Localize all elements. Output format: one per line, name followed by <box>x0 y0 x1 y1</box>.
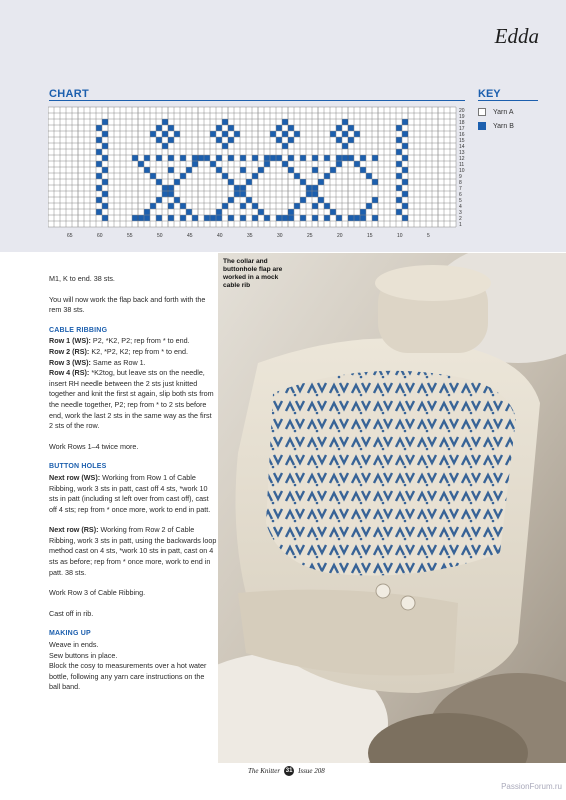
chart-stitch-yarn-b <box>294 173 300 179</box>
chart-column-number: 35 <box>247 233 253 239</box>
chart-stitch-yarn-b <box>246 197 252 203</box>
chart-stitch-yarn-b <box>132 155 138 161</box>
chart-stitch-yarn-b <box>276 155 282 161</box>
button-next-row-ws: Next row (WS): Working from Row 1 of Cable Ribbing, work 3 sts in patt, cast off 4 sts, *work 10 sts in patt (including st left over from cast off), cast off 4 sts; rep from * once more, work to end in patt. <box>49 472 211 514</box>
chart-row-number: 3 <box>459 210 462 216</box>
chart-column-number: 40 <box>217 233 223 239</box>
chart-stitch-yarn-b <box>300 179 306 185</box>
chart-stitch-yarn-b <box>240 215 246 221</box>
yarn-b-swatch <box>478 122 486 130</box>
chart-stitch-yarn-b <box>162 191 168 197</box>
chart-stitch-yarn-b <box>288 137 294 143</box>
chart-stitch-yarn-b <box>174 131 180 137</box>
chart-stitch-yarn-b <box>156 215 162 221</box>
chart-stitch-yarn-b <box>96 125 102 131</box>
chart-row-number: 20 <box>459 108 465 114</box>
chart-row-number: 17 <box>459 126 465 132</box>
chart-stitch-yarn-b <box>102 167 108 173</box>
chart-stitch-yarn-b <box>282 119 288 125</box>
chart-stitch-yarn-b <box>162 185 168 191</box>
chart-stitch-yarn-b <box>366 203 372 209</box>
chart-stitch-yarn-b <box>336 161 342 167</box>
chart-stitch-yarn-b <box>144 215 150 221</box>
key-item-yarn-a <box>478 108 514 116</box>
chart-stitch-yarn-b <box>396 197 402 203</box>
chart-stitch-yarn-b <box>168 203 174 209</box>
chart-stitch-yarn-b <box>282 161 288 167</box>
chart-stitch-yarn-b <box>318 197 324 203</box>
chart-column-number: 60 <box>97 233 103 239</box>
chart-stitch-yarn-b <box>222 143 228 149</box>
chart-column-number: 10 <box>397 233 403 239</box>
chart-stitch-yarn-b <box>294 203 300 209</box>
chart-row-number: 15 <box>459 138 465 144</box>
photo-illustration <box>218 253 566 763</box>
yarn-a-swatch <box>478 108 486 116</box>
chart-stitch-yarn-b <box>402 215 408 221</box>
instruction-paragraph: Work Rows 1–4 twice more. <box>49 441 139 451</box>
chart-stitch-yarn-b <box>210 131 216 137</box>
chart-stitch-yarn-b <box>312 155 318 161</box>
chart-stitch-yarn-b <box>300 197 306 203</box>
chart-stitch-yarn-b <box>366 173 372 179</box>
button-next-row-rs: Next row (RS): Working from Row 2 of Cable Ribbing, work 3 sts in patt, using the backwards loop method cast on 4 sts, *work 10 sts in patt, cast on 4 sts as before; rep from * once more, work to end in patt. 38 sts. <box>49 525 217 577</box>
cable-ribbing-heading: CABLE RIBBING <box>49 326 108 334</box>
chart-stitch-yarn-b <box>228 125 234 131</box>
chart-stitch-yarn-b <box>348 125 354 131</box>
chart-stitch-yarn-b <box>348 137 354 143</box>
cable-row-1: Row 1 (WS): P2, *K2, P2; rep from * to end. <box>49 336 190 346</box>
making-up-step: Sew buttons in place. <box>49 650 118 660</box>
chart-stitch-yarn-b <box>324 215 330 221</box>
chart-stitch-yarn-b <box>282 143 288 149</box>
chart-stitch-yarn-b <box>312 215 318 221</box>
chart-stitch-yarn-b <box>258 209 264 215</box>
chart-stitch-yarn-b <box>174 197 180 203</box>
chart-stitch-yarn-b <box>204 215 210 221</box>
chart-stitch-yarn-b <box>360 167 366 173</box>
chart-stitch-yarn-b <box>324 155 330 161</box>
chart-stitch-yarn-b <box>240 191 246 197</box>
chart-stitch-yarn-b <box>288 155 294 161</box>
chart-row-number: 13 <box>459 150 465 156</box>
chart-column-number: 45 <box>187 233 193 239</box>
chart-stitch-yarn-b <box>204 155 210 161</box>
chart-stitch-yarn-b <box>162 119 168 125</box>
chart-stitch-yarn-b <box>240 203 246 209</box>
chart-stitch-yarn-b <box>162 131 168 137</box>
chart-stitch-yarn-b <box>324 173 330 179</box>
chart-stitch-yarn-b <box>396 137 402 143</box>
chart-stitch-yarn-b <box>402 191 408 197</box>
making-up-step: Weave in ends. <box>49 640 99 650</box>
chart-stitch-yarn-b <box>156 137 162 143</box>
chart-stitch-yarn-b <box>102 143 108 149</box>
instruction-paragraph: M1, K to end. 38 sts. <box>49 274 115 283</box>
chart-stitch-yarn-b <box>168 137 174 143</box>
chart-stitch-yarn-b <box>396 173 402 179</box>
chart-stitch-yarn-b <box>342 131 348 137</box>
chart-stitch-yarn-b <box>354 161 360 167</box>
chart-stitch-yarn-b <box>330 167 336 173</box>
chart-stitch-yarn-b <box>360 209 366 215</box>
chart-stitch-yarn-b <box>180 203 186 209</box>
chart-row-number: 8 <box>459 180 462 186</box>
chart-stitch-yarn-b <box>282 131 288 137</box>
chart-row-number: 4 <box>459 204 462 210</box>
chart-stitch-yarn-b <box>252 215 258 221</box>
chart-stitch-yarn-b <box>324 203 330 209</box>
chart-stitch-yarn-b <box>294 131 300 137</box>
chart-stitch-yarn-b <box>222 173 228 179</box>
chart-stitch-yarn-b <box>102 203 108 209</box>
site-watermark: PassionForum.ru <box>501 782 562 791</box>
button-holes-heading: BUTTON HOLES <box>49 463 107 471</box>
chart-stitch-yarn-b <box>96 185 102 191</box>
chart-stitch-yarn-b <box>246 179 252 185</box>
chart-stitch-yarn-b <box>168 125 174 131</box>
chart-stitch-yarn-b <box>300 155 306 161</box>
chart-row-number: 5 <box>459 198 462 204</box>
chart-stitch-yarn-b <box>336 215 342 221</box>
chart-row-number: 7 <box>459 186 462 192</box>
chart-stitch-yarn-b <box>342 119 348 125</box>
chart-stitch-yarn-b <box>396 125 402 131</box>
magazine-name: The Knitter <box>248 767 281 775</box>
issue-number: Issue 208 <box>298 767 325 775</box>
chart-stitch-yarn-b <box>258 167 264 173</box>
chart-stitch-yarn-b <box>348 215 354 221</box>
chart-stitch-yarn-b <box>168 185 174 191</box>
key-item-yarn-b <box>478 122 514 130</box>
chart-stitch-yarn-b <box>360 215 366 221</box>
page-footer <box>248 766 325 776</box>
chart-row-number: 2 <box>459 216 462 222</box>
chart-stitch-yarn-b <box>288 209 294 215</box>
chart-stitch-yarn-b <box>102 131 108 137</box>
chart-stitch-yarn-b <box>360 155 366 161</box>
cable-row-2: Row 2 (RS): K2, *P2, K2; rep from * to end. <box>49 346 189 356</box>
chart-stitch-yarn-b <box>96 173 102 179</box>
key-heading: KEY <box>478 88 501 100</box>
chart-stitch-yarn-b <box>288 167 294 173</box>
chart-stitch-yarn-b <box>372 179 378 185</box>
chart-stitch-yarn-b <box>402 203 408 209</box>
chart-stitch-yarn-b <box>252 155 258 161</box>
chart-stitch-yarn-b <box>192 215 198 221</box>
chart-stitch-yarn-b <box>276 215 282 221</box>
chart-stitch-yarn-b <box>354 131 360 137</box>
chart-stitch-yarn-b <box>234 185 240 191</box>
chart-stitch-yarn-b <box>168 155 174 161</box>
chart-stitch-yarn-b <box>210 161 216 167</box>
chart-stitch-yarn-b <box>96 209 102 215</box>
chart-stitch-yarn-b <box>330 209 336 215</box>
chart-stitch-yarn-b <box>312 185 318 191</box>
chart-stitch-yarn-b <box>150 131 156 137</box>
chart-row-number: 19 <box>459 114 465 120</box>
hot-water-bottle-photo <box>218 253 566 763</box>
chart-stitch-yarn-b <box>288 215 294 221</box>
chart-stitch-yarn-b <box>174 179 180 185</box>
chart-stitch-yarn-b <box>186 167 192 173</box>
chart-stitch-yarn-b <box>192 155 198 161</box>
making-up-step: Block the cosy to measurements over a hot water bottle, following any yarn care instructions on the ball band. <box>49 661 207 692</box>
chart-stitch-yarn-b <box>96 137 102 143</box>
chart-stitch-yarn-b <box>222 203 228 209</box>
chart-stitch-yarn-b <box>342 155 348 161</box>
instruction-paragraph: You will now work the flap back and forth with the rem 38 sts. <box>49 294 206 315</box>
chart-stitch-yarn-b <box>168 167 174 173</box>
chart-row-number: 6 <box>459 192 462 198</box>
chart-stitch-yarn-b <box>372 197 378 203</box>
chart-stitch-yarn-b <box>264 155 270 161</box>
chart-stitch-yarn-b <box>234 131 240 137</box>
chart-column-number: 55 <box>127 233 133 239</box>
chart-stitch-yarn-b <box>336 155 342 161</box>
chart-stitch-yarn-b <box>198 155 204 161</box>
chart-stitch-yarn-b <box>282 215 288 221</box>
chart-stitch-yarn-b <box>354 215 360 221</box>
chart-stitch-yarn-b <box>156 125 162 131</box>
chart-stitch-yarn-b <box>102 215 108 221</box>
chart-stitch-yarn-b <box>156 155 162 161</box>
chart-stitch-yarn-b <box>222 119 228 125</box>
chart-stitch-yarn-b <box>402 143 408 149</box>
chart-heading: CHART <box>49 88 89 100</box>
chart-stitch-yarn-b <box>168 215 174 221</box>
chart-stitch-yarn-b <box>234 191 240 197</box>
chart-stitch-yarn-b <box>222 131 228 137</box>
chart-stitch-yarn-b <box>264 161 270 167</box>
chart-heading-rule <box>49 100 465 101</box>
chart-stitch-yarn-b <box>306 185 312 191</box>
colourwork-chart <box>48 105 468 243</box>
chart-stitch-yarn-b <box>402 155 408 161</box>
chart-stitch-yarn-b <box>138 215 144 221</box>
chart-stitch-yarn-b <box>132 215 138 221</box>
chart-stitch-yarn-b <box>186 209 192 215</box>
chart-stitch-yarn-b <box>192 161 198 167</box>
chart-stitch-yarn-b <box>276 125 282 131</box>
chart-stitch-yarn-b <box>228 215 234 221</box>
chart-stitch-yarn-b <box>402 119 408 125</box>
chart-stitch-yarn-b <box>228 155 234 161</box>
chart-stitch-yarn-b <box>150 203 156 209</box>
chart-stitch-yarn-b <box>102 155 108 161</box>
chart-stitch-yarn-b <box>216 125 222 131</box>
chart-stitch-yarn-b <box>252 173 258 179</box>
pattern-title: Edda <box>494 24 539 48</box>
chart-stitch-yarn-b <box>336 137 342 143</box>
chart-stitch-yarn-b <box>228 197 234 203</box>
chart-stitch-yarn-b <box>162 143 168 149</box>
chart-stitch-yarn-b <box>210 215 216 221</box>
chart-stitch-yarn-b <box>96 197 102 203</box>
chart-row-number: 14 <box>459 144 465 150</box>
chart-stitch-yarn-b <box>396 209 402 215</box>
chart-stitch-yarn-b <box>270 131 276 137</box>
chart-stitch-yarn-b <box>216 209 222 215</box>
chart-row-number: 9 <box>459 174 462 180</box>
chart-stitch-yarn-b <box>240 185 246 191</box>
chart-stitch-yarn-b <box>372 215 378 221</box>
chart-stitch-yarn-b <box>102 119 108 125</box>
pattern-instructions <box>49 274 217 693</box>
chart-stitch-yarn-b <box>306 191 312 197</box>
chart-stitch-yarn-b <box>396 149 402 155</box>
chart-stitch-yarn-b <box>180 155 186 161</box>
chart-stitch-yarn-b <box>288 125 294 131</box>
chart-stitch-yarn-b <box>228 137 234 143</box>
chart-stitch-yarn-b <box>336 125 342 131</box>
chart-column-number: 65 <box>67 233 73 239</box>
chart-stitch-yarn-b <box>216 155 222 161</box>
chart-stitch-yarn-b <box>144 209 150 215</box>
chart-stitch-yarn-b <box>216 215 222 221</box>
chart-stitch-yarn-b <box>156 179 162 185</box>
chart-stitch-yarn-b <box>330 131 336 137</box>
chart-stitch-yarn-b <box>300 215 306 221</box>
chart-column-number: 15 <box>367 233 373 239</box>
chart-stitch-yarn-b <box>402 131 408 137</box>
chart-stitch-yarn-b <box>264 215 270 221</box>
chart-stitch-yarn-b <box>342 143 348 149</box>
making-up-heading: MAKING UP <box>49 630 91 638</box>
chart-stitch-yarn-b <box>228 179 234 185</box>
chart-stitch-yarn-b <box>396 161 402 167</box>
chart-row-number: 10 <box>459 168 465 174</box>
chart-row-number: 18 <box>459 120 465 126</box>
chart-stitch-yarn-b <box>96 161 102 167</box>
cable-row-3: Row 3 (WS): Same as Row 1. <box>49 357 146 367</box>
chart-column-number: 5 <box>427 233 430 239</box>
chart-stitch-yarn-b <box>318 179 324 185</box>
instruction-paragraph: Work Row 3 of Cable Ribbing. <box>49 588 146 598</box>
key-heading-rule <box>478 100 538 101</box>
chart-stitch-yarn-b <box>240 155 246 161</box>
chart-stitch-yarn-b <box>372 155 378 161</box>
key-item-label: Yarn B <box>493 122 514 130</box>
chart-stitch-yarn-b <box>216 167 222 173</box>
chart-stitch-yarn-b <box>402 179 408 185</box>
chart-stitch-yarn-b <box>270 155 276 161</box>
chart-stitch-yarn-b <box>396 185 402 191</box>
chart-stitch-yarn-b <box>348 155 354 161</box>
key-item-label: Yarn A <box>493 108 514 116</box>
chart-stitch-yarn-b <box>150 173 156 179</box>
chart-stitch-yarn-b <box>312 203 318 209</box>
cable-row-4: Row 4 (RS): *K2tog, but leave sts on the needle, insert RH needle between the 2 sts just knitted together and knit the first st again, slip both sts from the needle together, P2; rep from * to 2 sts before end, work the last 2 sts in the same way as the first 2 sts of the row. <box>49 368 214 431</box>
chart-stitch-yarn-b <box>252 203 258 209</box>
chart-stitch-yarn-b <box>144 155 150 161</box>
chart-stitch-yarn-b <box>144 167 150 173</box>
chart-stitch-yarn-b <box>102 191 108 197</box>
chart-row-number: 11 <box>459 162 465 168</box>
chart-stitch-yarn-b <box>180 215 186 221</box>
chart-stitch-yarn-b <box>138 161 144 167</box>
chart-row-number: 1 <box>459 222 462 228</box>
chart-column-number: 30 <box>277 233 283 239</box>
chart-stitch-yarn-b <box>156 197 162 203</box>
chart-stitch-yarn-b <box>312 167 318 173</box>
chart-row-number: 16 <box>459 132 465 138</box>
chart-stitch-yarn-b <box>240 167 246 173</box>
chart-stitch-yarn-b <box>276 137 282 143</box>
chart-stitch-yarn-b <box>180 173 186 179</box>
chart-column-number: 25 <box>307 233 313 239</box>
chart-stitch-yarn-b <box>216 137 222 143</box>
chart-stitch-yarn-b <box>168 191 174 197</box>
page-number: 31 <box>285 768 293 774</box>
chart-stitch-yarn-b <box>402 167 408 173</box>
chart-column-number: 20 <box>337 233 343 239</box>
chart-row-number: 12 <box>459 156 465 162</box>
chart-stitch-yarn-b <box>102 179 108 185</box>
instruction-paragraph: Cast off in rib. <box>49 608 94 618</box>
photo-caption: The collar and buttonhole flap are worked in a mock cable rib <box>223 258 283 289</box>
chart-stitch-yarn-b <box>312 191 318 197</box>
chart-stitch-yarn-b <box>96 149 102 155</box>
chart-column-number: 50 <box>157 233 163 239</box>
